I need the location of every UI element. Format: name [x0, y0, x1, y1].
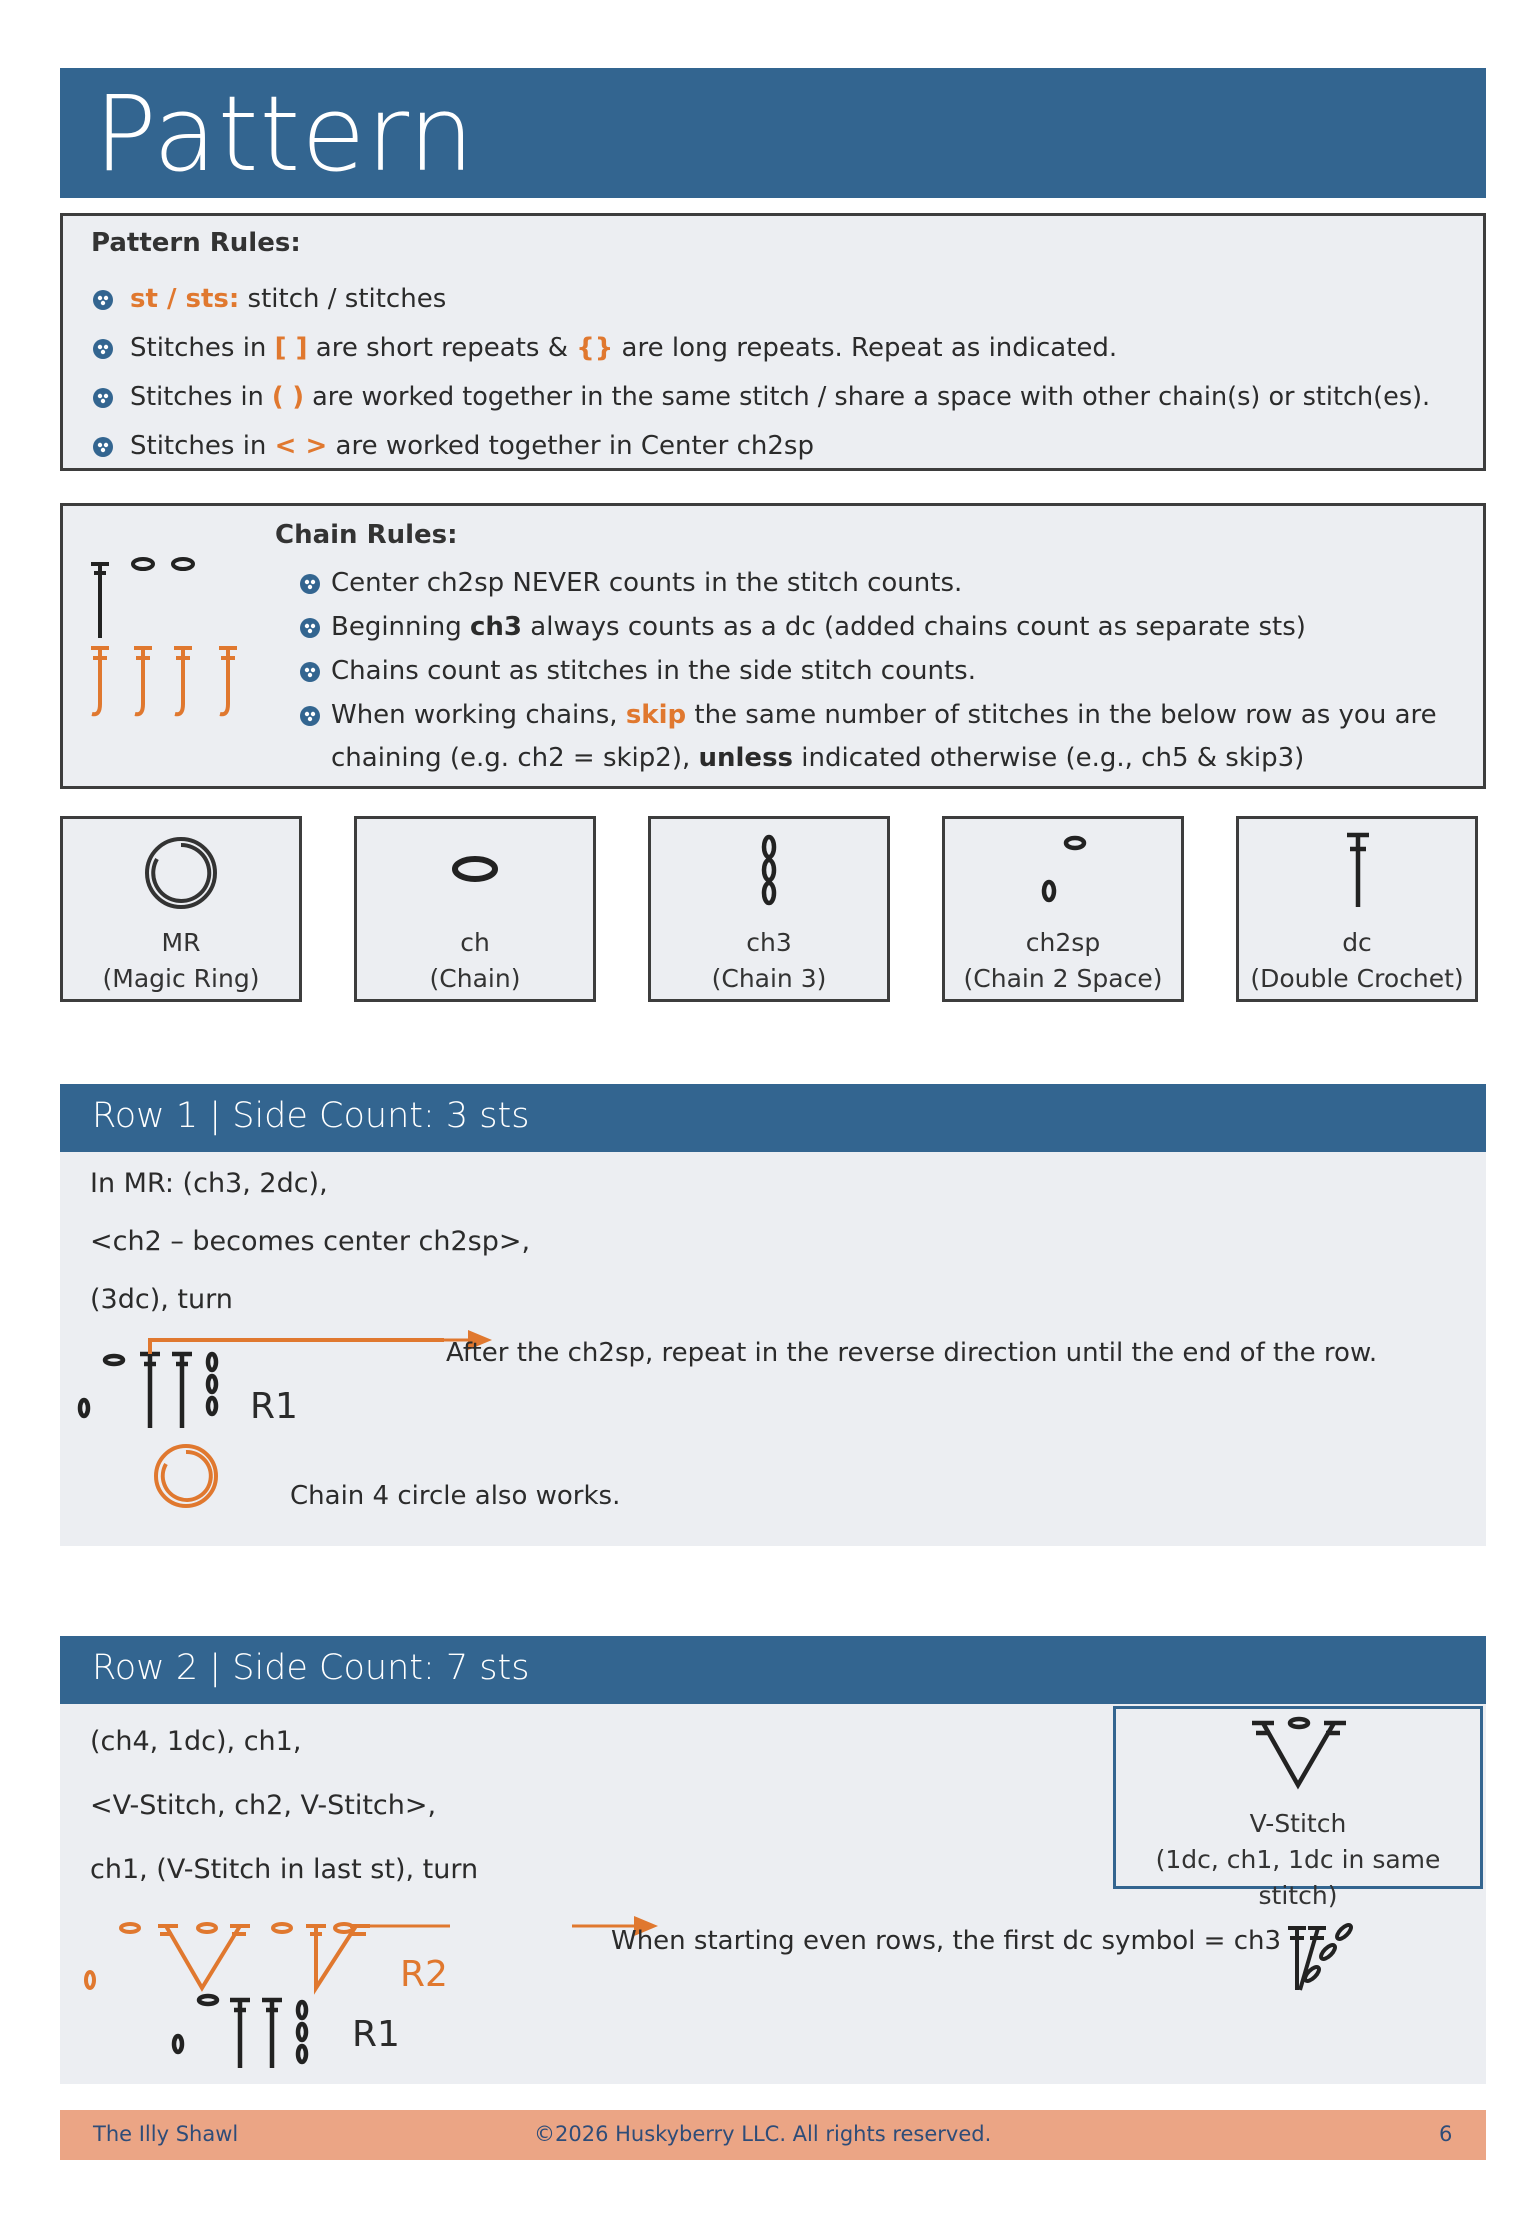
row2-line3: ch1, (V-Stitch in last st), turn [90, 1854, 479, 1885]
row1-section [60, 1084, 1486, 1546]
row2-note: When starting even rows, the first dc symbol = ch3 [611, 1926, 1282, 1956]
rule-repeats: Stitches in [ ] are short repeats & {} are long repeats. Repeat as indicated. [130, 333, 1118, 363]
chain-rule-skip: When working chains, skip the same number of stitches in the below row as you are [331, 700, 1437, 730]
magic-ring-icon [63, 819, 299, 923]
bullet-icon [92, 387, 114, 409]
starting-ch3-symbol-icon [1282, 1918, 1372, 1998]
pattern-rules-box [60, 213, 1486, 471]
row2-label-r1: R1 [352, 2014, 400, 2055]
row2-line2: <V-Stitch, ch2, V-Stitch>, [90, 1790, 437, 1821]
chain-rule-beginning: Beginning ch3 always counts as a dc (added chains count as separate sts) [331, 612, 1306, 642]
symbol-card-ch [354, 816, 596, 1002]
row1-note: After the ch2sp, repeat in the reverse direction until the end of the row. [446, 1338, 1378, 1368]
row1-line1: In MR: (ch3, 2dc), [90, 1168, 328, 1199]
row1-circle-note: Chain 4 circle also works. [290, 1481, 621, 1511]
page-footer [60, 2110, 1486, 2160]
page-title: Pattern [94, 73, 476, 195]
footer-copyright: ©2026 Huskyberry LLC. All rights reserved. [534, 2122, 992, 2146]
row2-header [60, 1636, 1486, 1704]
footer-title: The Illy Shawl [93, 2122, 239, 2146]
symbol-label: ch3 (Chain 3) [711, 928, 827, 993]
symbol-card-mr [60, 816, 302, 1002]
rule-parentheses: Stitches in ( ) are worked together in the same stitch / share a space with other chain(s) or stitch(es). [130, 382, 1431, 412]
chain-2-space-icon [945, 819, 1181, 923]
row1-label-r1: R1 [250, 1386, 298, 1427]
rule-angle-brackets: Stitches in < > are worked together in Center ch2sp [130, 431, 814, 461]
bullet-icon [92, 338, 114, 360]
row1-header-text: Row 1 | Side Count: 3 sts [92, 1096, 530, 1136]
row2-header-text: Row 2 | Side Count: 7 sts [92, 1648, 530, 1688]
symbol-label: MR (Magic Ring) [102, 928, 260, 993]
chain-rules-diagram-icon [213, 646, 243, 728]
symbol-card-ch2sp [942, 816, 1184, 1002]
chain-icon [357, 819, 593, 923]
bullet-icon [92, 436, 114, 458]
v-stitch-label: V-Stitch (1dc, ch1, 1dc in same stitch) [1155, 1809, 1441, 1910]
pattern-rules-heading: Pattern Rules: [91, 228, 301, 258]
footer-page-number: 6 [1439, 2122, 1453, 2146]
bullet-icon [299, 661, 321, 683]
row1-header [60, 1084, 1486, 1152]
chain-rule-count: Chains count as stitches in the side stitch counts. [331, 656, 976, 686]
symbol-card-dc [1236, 816, 1478, 1002]
bullet-icon [299, 617, 321, 639]
symbol-label: ch (Chain) [429, 928, 521, 993]
symbol-card-ch3 [648, 816, 890, 1002]
bullet-icon [299, 705, 321, 727]
chain-rule-center: Center ch2sp NEVER counts in the stitch counts. [331, 568, 963, 598]
chain-rules-box [60, 503, 1486, 789]
page-title-bar [60, 68, 1486, 198]
row1-line2: <ch2 – becomes center ch2sp>, [90, 1226, 531, 1257]
row1-line3: (3dc), turn [90, 1284, 233, 1315]
bullet-icon [92, 289, 114, 311]
bullet-icon [299, 573, 321, 595]
chain-rule-skip-cont: chaining (e.g. ch2 = skip2), unless indicated otherwise (e.g., ch5 & skip3) [331, 743, 1305, 773]
rule-stitch-abbrev: st / sts: stitch / stitches [130, 284, 447, 314]
v-stitch-icon [1116, 1709, 1480, 1799]
row2-label-r2: R2 [400, 1954, 448, 1995]
symbol-label: ch2sp (Chain 2 Space) [963, 928, 1163, 993]
chain-3-icon [651, 819, 887, 923]
chain-rules-diagram-icon [85, 556, 205, 726]
v-stitch-card [1113, 1706, 1483, 1910]
double-crochet-icon [1239, 819, 1475, 923]
symbol-label: dc (Double Crochet) [1250, 928, 1464, 993]
chain-rules-heading: Chain Rules: [275, 520, 458, 550]
row2-line1: (ch4, 1dc), ch1, [90, 1726, 302, 1757]
